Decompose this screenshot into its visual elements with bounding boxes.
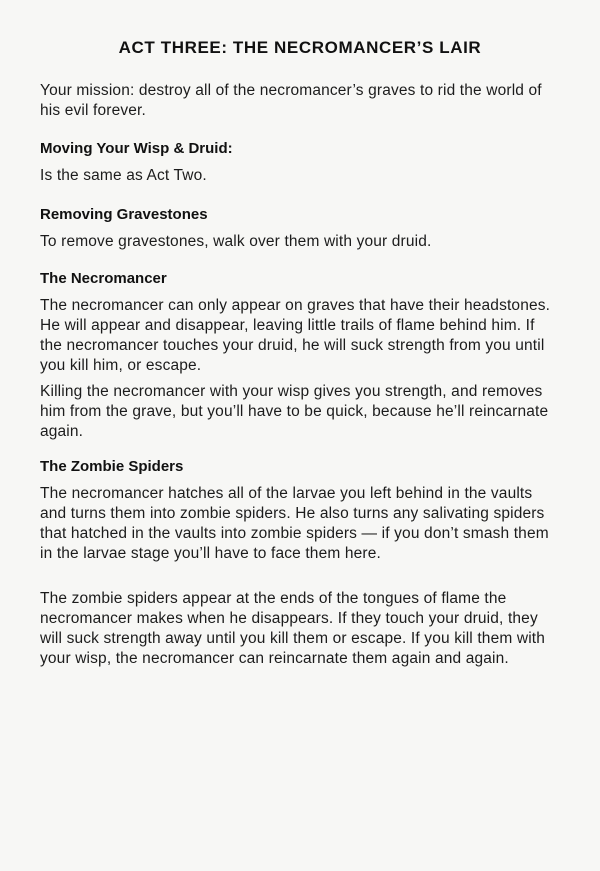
heading-moving: Moving Your Wisp & Druid: — [40, 140, 233, 157]
mission-paragraph: Your mission: destroy all of the necromancer’s graves to rid the world of his evil forever. — [40, 82, 542, 119]
necromancer-paragraph-2: Killing the necromancer with your wisp gives you strength, and removes him from the grave, but you’ll have to be quick, because he’ll reincarnate again. — [40, 383, 549, 440]
heading-zombie-spiders: The Zombie Spiders — [40, 458, 184, 475]
removing-gravestones-paragraph: To remove gravestones, walk over them with your druid. — [40, 233, 432, 250]
zombie-spiders-paragraph-1: The necromancer hatches all of the larvae you left behind in the vaults and turns them into zombie spiders. He also turns any salivating spiders that hatched in the vaults into zombie spiders — if you don’t smash them in the larvae stage you’ll have to face them here. — [40, 485, 549, 562]
page-title: ACT THREE: THE NECROMANCER’S LAIR — [118, 38, 482, 57]
heading-removing-gravestones: Removing Gravestones — [40, 206, 208, 223]
moving-paragraph: Is the same as Act Two. — [40, 167, 207, 184]
zombie-spiders-paragraph-2: The zombie spiders appear at the ends of the tongues of flame the necromancer makes when he disappears. If they touch your druid, they will suck strength away until you kill them or escape. If you kill them with your wisp, the necromancer can reincarnate them again and again. — [40, 590, 546, 667]
necromancer-paragraph-1: The necromancer can only appear on graves that have their headstones. He will appear and disappear, leaving little trails of flame behind him. If the necromancer touches your druid, he will suck strength from you until you kill him, or escape. — [40, 297, 551, 374]
heading-necromancer: The Necromancer — [40, 270, 167, 287]
